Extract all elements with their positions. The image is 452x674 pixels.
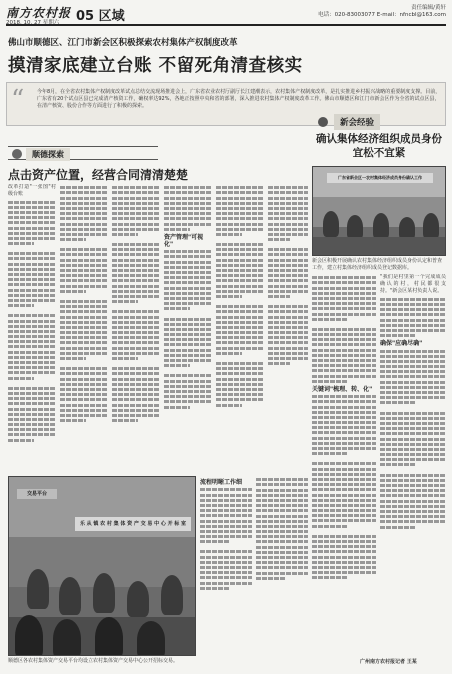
inline-head-visual: 资产管理"可视化" bbox=[164, 233, 204, 248]
editor-info bbox=[318, 5, 446, 19]
editor-line: 责任编辑/黄轩 bbox=[411, 5, 446, 11]
contact-line: 电话：020-83003077 E-mail：nfncbl@163.com bbox=[318, 12, 446, 18]
photo-membership-confirmation bbox=[312, 166, 446, 256]
article-column-6 bbox=[268, 184, 308, 472]
article-column-3 bbox=[112, 184, 160, 472]
headline: 摸清家底建立台账 不留死角清查核实 bbox=[8, 56, 303, 76]
quote-mark-icon: “ bbox=[11, 85, 25, 115]
article-column-1 bbox=[8, 184, 56, 472]
photo-trading-center-caption: 顺德区各农村集体资产交易平台均设立农村集体资产交易中心公开招标交易。 bbox=[8, 658, 179, 664]
article-column-5 bbox=[216, 184, 264, 472]
article-column-7 bbox=[200, 476, 252, 656]
issue-date: 2018. 10. 27 星期六 bbox=[6, 20, 60, 26]
newspaper-name: 南方农村报 bbox=[6, 6, 72, 20]
column-1-lead: 改革打造"一张图"村级台账 bbox=[8, 184, 56, 198]
section-dot-icon bbox=[318, 117, 328, 127]
column-10-lead: "我们是村里第一个完成成员确认的村，村民都很支持。"新会区某村负责人说。 bbox=[380, 274, 446, 295]
article-column-8 bbox=[256, 476, 308, 656]
photo-banner: 乐 从 镇 农 村 集 体 资 产 交 易 中 心 开 标 室 bbox=[75, 517, 191, 531]
section-label-shunde: 顺德探索 bbox=[26, 148, 70, 161]
byline: 广州南方农村报记者 王某 bbox=[360, 659, 417, 665]
section-dot-icon bbox=[12, 149, 22, 159]
photo-membership-caption: 新会区积极开展确认农村集体经济组织成员身份认定和普查工作，建立村集体经济组织成员登记数据库。 bbox=[312, 258, 443, 271]
photo2-banner: 广东省新会区一农村集体经济成员身份确认工作 bbox=[327, 173, 433, 183]
photo-trading-center bbox=[8, 476, 196, 656]
subhead-shunde: 点击资产位置，经营合同清清楚楚 bbox=[8, 168, 189, 182]
masthead bbox=[6, 4, 446, 26]
photo-sign: 交易平台 bbox=[17, 489, 57, 499]
kicker: 佛山市顺德区、江门市新会区积极探索农村集体产权制度改革 bbox=[8, 38, 238, 48]
box-title-xinhui: 确认集体经济组织成员身份 宜松不宜紧 bbox=[316, 133, 442, 159]
section-label-xinhui: 新会经验 bbox=[334, 114, 380, 130]
page-section: 05 区域 bbox=[76, 9, 125, 24]
article-column-4 bbox=[164, 184, 212, 472]
article-column-10 bbox=[380, 274, 446, 654]
lede-text: 今年8月，在全省农村集体产权制度改革试点总结交流现场推进会上，广东省农业农村厅副厅长江建潮表示，农村集体产权制度改革，是扎实推进乡村振兴战略的重要制度支撑。目前，广东省有20个试点区县已完成清产核资工作，确权率达92%，各地正按照中央和省的部署，深入推进农村集体产权制度改革工作。佛山市顺德区和江门市新会区作为全省的试点区县，在清产核资、股份合作等方面进行了积极的探索。 bbox=[37, 89, 441, 109]
article-column-9 bbox=[312, 274, 376, 654]
inline-head-process: 流程明晰工作细 bbox=[200, 479, 243, 486]
inline-head-keywords: 关键词"梳理、转、化" bbox=[312, 385, 373, 393]
inline-head-confirm: 确保"应确尽确" bbox=[380, 340, 423, 348]
article-column-2 bbox=[60, 184, 108, 472]
section-bar-shunde bbox=[8, 146, 158, 160]
